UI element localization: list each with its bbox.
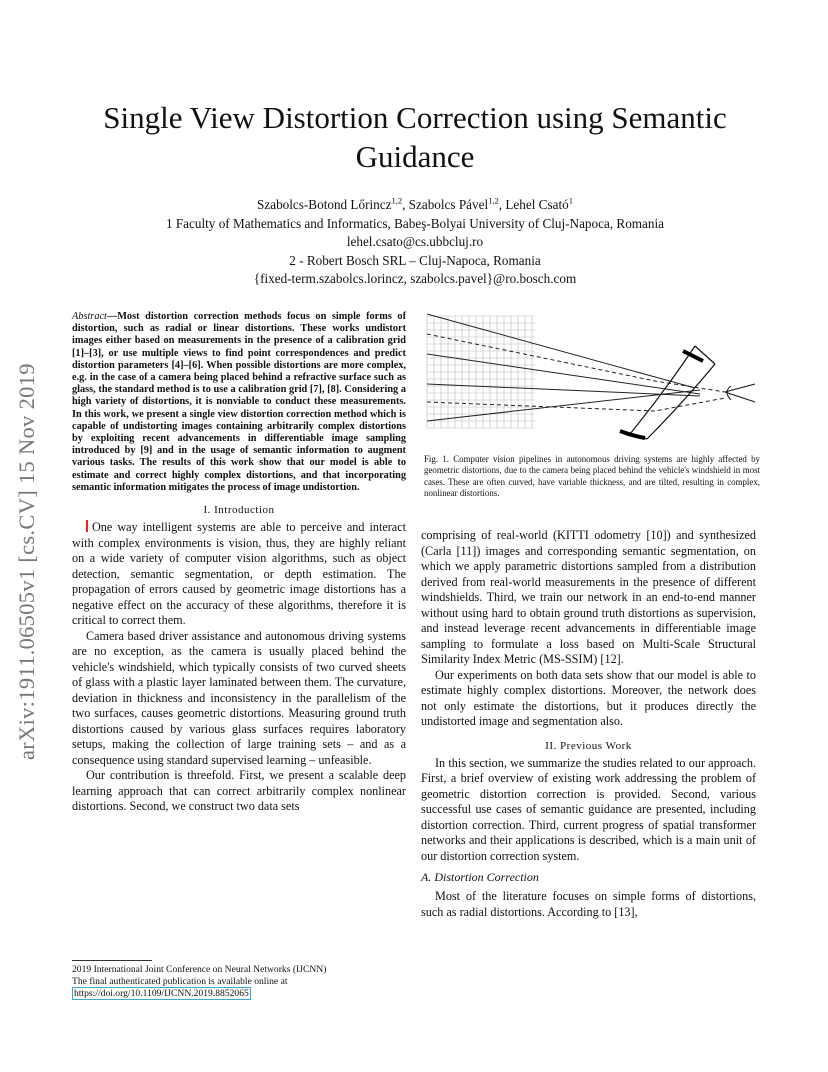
intro-paragraph-1: One way intelligent systems are able to perceive and interact with complex environments is vision, thus, they are highly reliant on a wide variety of computer vision algorithms, such as object detection, semantic segmentation, or depth estimation. The propagation of errors caused by geometric image distortions has a negative effect on the accuracy of these algorithms, therefore it is critical to correct them. [72,520,406,628]
footnote [72,958,406,1000]
right-paragraph-4: Most of the literature focuses on simple forms of distortions, such as radial distortions. According to [13], [421,889,756,919]
eye-icon [725,384,755,402]
text-cursor [86,520,88,532]
intro-paragraph-3: Our contribution is threefold. First, we present a scalable deep learning approach that can correct arbitrarily complex nonlinear distortions. Second, we construct two data sets [72,768,406,814]
section-heading-previous-work: II. Previous Work [545,739,632,752]
email-2: {fixed-term.szabolcs.lorincz, szabolcs.pavel}@ro.bosch.com [253,271,577,286]
intro-paragraph-2: Camera based driver assistance and autonomous driving systems are no exception, as the camera is usually placed behind the vehicle's windshield, which typically consists of two curved sheets of glass with a plastic layer laminated between them. The curvature, deviation in thickness and inconsistency in the parallelism of the two surfaces, causes geometric distortions. Measuring ground truth distortions caused by various glass surfaces requires laboratory setups, making the collection of large training sets – and as a consequence using standard supervised learning – unfeasible. [72,628,406,767]
subsection-heading: A. Distortion Correction [421,870,539,884]
right-column [421,528,756,920]
paper-title: Single View Distortion Correction using Semantic Guidance [103,100,727,174]
footnote-note: The final authenticated publication is available online at [72,976,288,987]
author-names: Szabolcs-Botond Lőrincz$^{1,2}$, Szabolcs Pável$^{1,2}$, Lehel Csató$^1$ [257,195,573,212]
doi-link[interactable]: https://doi.org/10.1109/IJCNN.2019.8852065 [74,988,249,999]
figure-caption: Fig. 1. Computer vision pipelines in autonomous driving systems are highly affected by geometric distortions, due to the camera being placed behind the vehicle's windshield in most cases. These are often curved, have variable thickness, and are tilted, resulting in complex, nonlinear distortions. [424,454,760,499]
affiliation-2: 2 - Robert Bosch SRL – Cluj-Napoca, Romania [289,252,541,268]
affiliation-1: 1 Faculty of Mathematics and Informatics, Babeş-Bolyai University of Cluj-Napoca, Romania [165,215,665,231]
left-column [72,311,406,815]
right-paragraph-3: In this section, we summarize the studies related to our approach. First, a brief overview of existing work addressing the problem of geometric distortion correction is provided. Second, various successful use cases of semantic guidance are presented, including distortion correction. Third, current progress of spatial transformer networks and their applications is described, which is a main unit of our distortion correction system. [421,755,756,863]
footnote-conference: 2019 International Joint Conference on Neural Networks (IJCNN) [72,964,327,975]
figure-windshield-diagram [425,306,760,446]
author-block [60,196,770,289]
arxiv-identifier: arXiv:1911.06505v1 [cs.CV] 15 Nov 2019 [14,363,39,760]
right-paragraph-2: Our experiments on both data sets show that our model is able to estimate highly complex distortions. Moreover, the network does not only estimate the distortions, but it produces directly the undistorted image and segmentation also. [421,667,756,728]
abstract: Abstract—Most distortion correction methods focus on simple forms of distortion, such as radial or linear distortions. These works undistort images either based on measurements in the presence of a calibration grid [1]–[3], or use multiple views to find point correspondences and predict distortion parameters [4]–[6]. When possible distortions are more complex, e.g. in the case of a camera being placed behind a refractive surface such as glass, the standard method is to use a calibration grid [7], [8]. Considering a high variety of distortions, it is nonviable to conduct these measurements. In this work, we present a single view distortion correction method which is capable of undistorting images containing arbitrarily complex distortions by exploiting recent advancements in differentiable image sampling introduced by [9] and in the usage of semantic information to augment various tasks. The results of this work show that our model is able to estimate and correct highly complex distortions, and that incorporating semantic information mitigates the process of image undistortion. [72,311,406,493]
right-paragraph-1: comprising of real-world (KITTI odometry [10]) and synthesized (Carla [11]) images and corresponding semantic segmentation, on which we apply parametric distortions sampled from a distribution derived from real-world measurements in the presence of different windshields. Third, we train our network in an end-to-end manner without using hard to obtain ground truth distortions as supervision, and instead leverage recent advancements in differentiable image sampling to formulate a loss based on Multi-Scale Structural Similarity Index Metric (MS-SSIM) [12]. [421,528,756,666]
windshield-edge [620,431,645,438]
email-1: lehel.csato@cs.ubbcluj.ro [346,234,484,249]
calibration-grid [427,316,535,428]
section-heading-introduction: I. Introduction [203,504,275,517]
